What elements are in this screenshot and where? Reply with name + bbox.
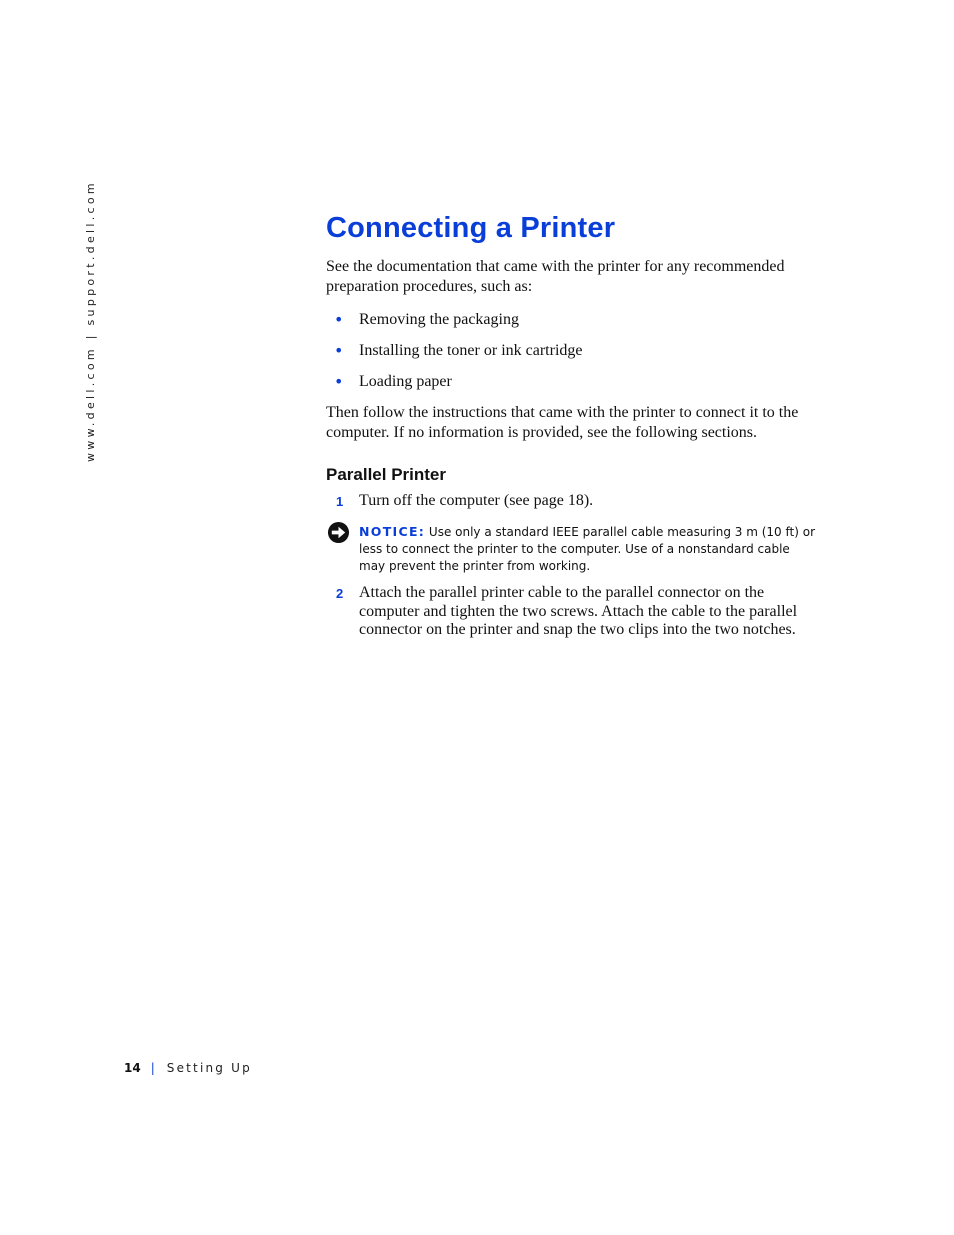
section-heading: Parallel Printer — [326, 465, 447, 484]
notice-label: NOTICE: — [359, 524, 426, 539]
bullet-marker: • — [334, 310, 344, 329]
footer-separator: | — [150, 1061, 155, 1075]
page-footer — [124, 1061, 252, 1075]
page-number: 14 — [124, 1061, 141, 1075]
list-item: Loading paper — [359, 373, 452, 390]
intro-paragraph: See the documentation that came with the printer for any recommended preparation procedures, such as: — [326, 258, 785, 295]
step-number: 1 — [336, 494, 344, 509]
list-item: Removing the packaging — [359, 311, 519, 328]
list-item: Installing the toner or ink cartridge — [359, 342, 583, 359]
notice-block — [359, 523, 819, 575]
step-text: Turn off the computer (see page 18). — [359, 492, 594, 509]
step-text: Attach the parallel printer cable to the parallel connector on the computer and tighten the two screws. Attach the cable to the parallel connector on the printer and snap the two clips into the two notches. — [359, 584, 798, 638]
footer-section-title: Setting Up — [166, 1061, 252, 1075]
bullet-marker: • — [334, 372, 344, 391]
bullet-marker: • — [334, 341, 344, 360]
page-title: Connecting a Printer — [326, 212, 616, 244]
notice-text: Use only a standard IEEE parallel cable measuring 3 m (10 ft) or less to connect the printer to the computer. Use of a nonstandard cable may prevent the printer from working. — [359, 525, 815, 573]
side-url: www.dell.com | support.dell.com — [84, 180, 97, 462]
step-number: 2 — [336, 586, 344, 601]
notice-arrow-icon — [327, 521, 350, 544]
instructions-paragraph: Then follow the instructions that came with the printer to connect it to the computer. If no information is provided, see the following sections. — [326, 404, 799, 441]
